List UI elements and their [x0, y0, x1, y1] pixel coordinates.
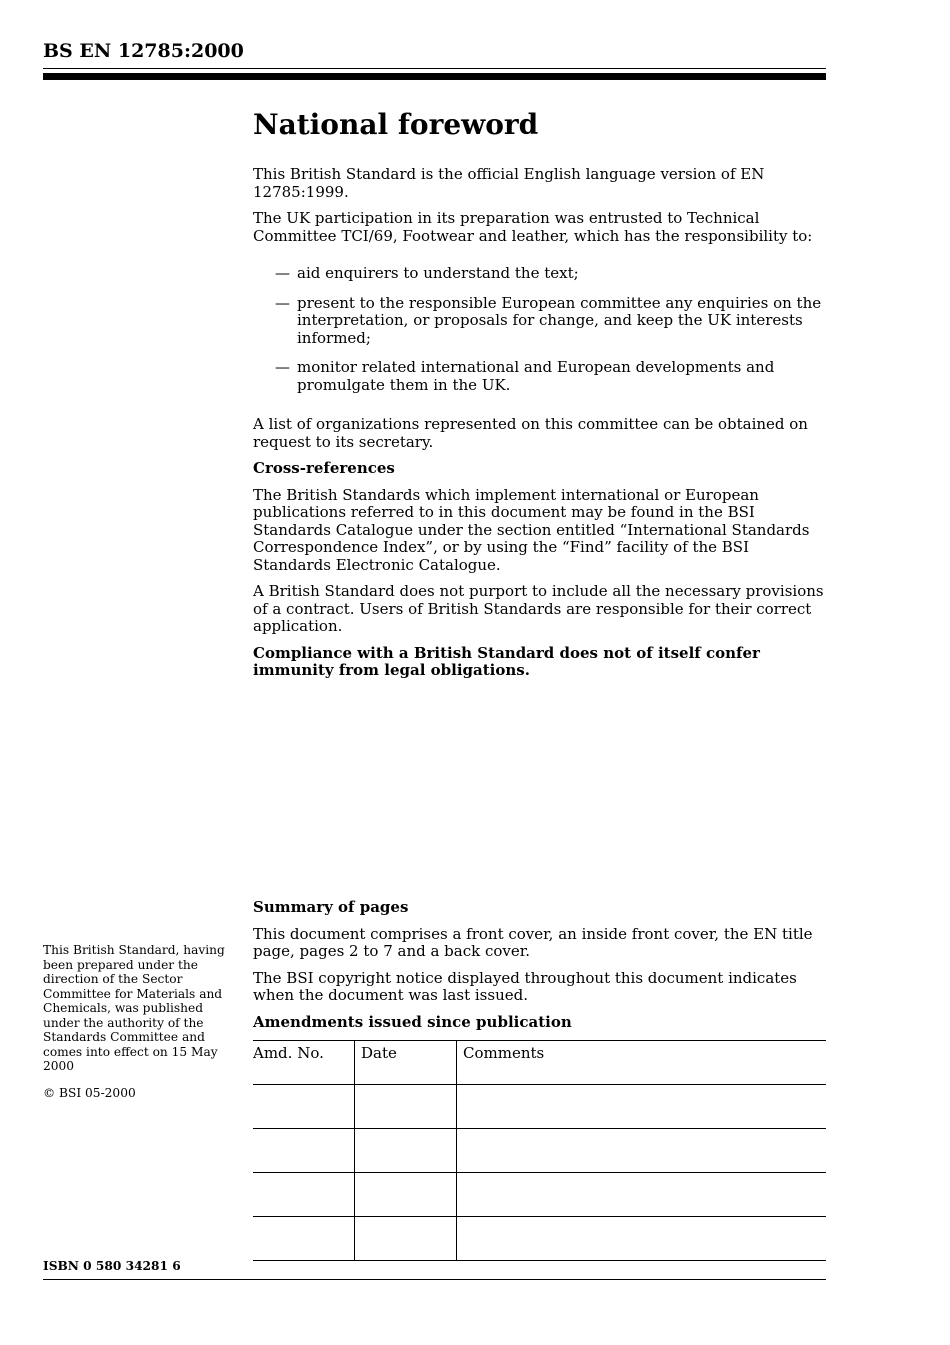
table-cell — [253, 1129, 355, 1173]
dash-bullet: — — [275, 293, 290, 312]
summary-section — [253, 899, 828, 1261]
table-cell — [355, 1085, 457, 1129]
page-title: National foreword — [253, 108, 539, 141]
column-header-date: Date — [355, 1041, 457, 1085]
table-cell — [355, 1173, 457, 1217]
publication-note: This British Standard, having been prepared under the direction of the Sector Committee for Materials and Chemicals, was published under the authority of the Standards Committee and comes into effect on 15 May 2000 — [43, 943, 225, 1073]
amendments-heading: Amendments issued since publication — [253, 1012, 572, 1031]
organizations-paragraph: A list of organizations represented on this committee can be obtained on request to its secretary. — [253, 415, 808, 451]
dash-bullet: — — [275, 358, 290, 376]
table-cell — [457, 1217, 827, 1261]
responsibility-list — [253, 265, 828, 394]
intro-paragraph: This British Standard is the official English language version of EN 12785:1999. — [253, 165, 765, 201]
document-id: BS EN 12785:2000 — [43, 40, 244, 62]
cross-references-heading: Cross-references — [253, 459, 395, 477]
table-cell — [253, 1217, 355, 1261]
summary-heading: Summary of pages — [253, 898, 409, 916]
dash-bullet: — — [275, 264, 290, 282]
copyright-notice-paragraph: The BSI copyright notice displayed throughout this document indicates when the document was last issued. — [253, 968, 797, 1004]
table-cell — [457, 1129, 827, 1173]
table-row — [253, 1217, 826, 1261]
table-row — [253, 1085, 826, 1129]
compliance-note: Compliance with a British Standard does not of itself confer immunity from legal obligations. — [253, 643, 760, 679]
table-row — [253, 1173, 826, 1217]
footer-rule — [43, 1279, 826, 1280]
header-rule-thick — [43, 73, 826, 80]
table-cell — [355, 1217, 457, 1261]
table-cell — [253, 1085, 355, 1129]
copyright-line: © BSI 05-2000 — [43, 1086, 136, 1100]
column-header-comments: Comments — [457, 1041, 827, 1085]
participation-paragraph: The UK participation in its preparation was entrusted to Technical Committee TCI/69, Footwear and leather, which has the responsibility to: — [253, 209, 813, 245]
list-item: — aid enquirers to understand the text; — [275, 264, 579, 282]
list-item: — present to the responsible European committee any enquiries on the interpretation, or proposals for change, and keep the UK interests informed; — [275, 293, 822, 347]
cross-references-paragraph: The British Standards which implement international or European publications referred to in this document may be found in the BSI Standards Catalogue under the section entitled “International Standards Correspondence Index”, or by using the “Find” facility of the BSI Standards Electronic Catalogue. — [253, 485, 810, 574]
table-cell — [457, 1085, 827, 1129]
amendments-table — [253, 1040, 826, 1261]
header-rule-thin — [43, 68, 826, 69]
purport-paragraph: A British Standard does not purport to include all the necessary provisions of a contract. Users of British Standards are responsible for their correct application. — [253, 582, 824, 635]
column-header-amd-no: Amd. No. — [253, 1041, 355, 1085]
isbn: ISBN 0 580 34281 6 — [43, 1259, 181, 1273]
table-cell — [355, 1129, 457, 1173]
summary-pages-paragraph: This document comprises a front cover, an inside front cover, the EN title page, pages 2 to 7 and a back cover. — [253, 924, 813, 960]
foreword-body — [253, 108, 828, 689]
table-row — [253, 1129, 826, 1173]
list-item: — monitor related international and European developments and promulgate them in the UK. — [275, 358, 775, 394]
table-header-row — [253, 1041, 826, 1085]
table-cell — [253, 1173, 355, 1217]
table-cell — [457, 1173, 827, 1217]
